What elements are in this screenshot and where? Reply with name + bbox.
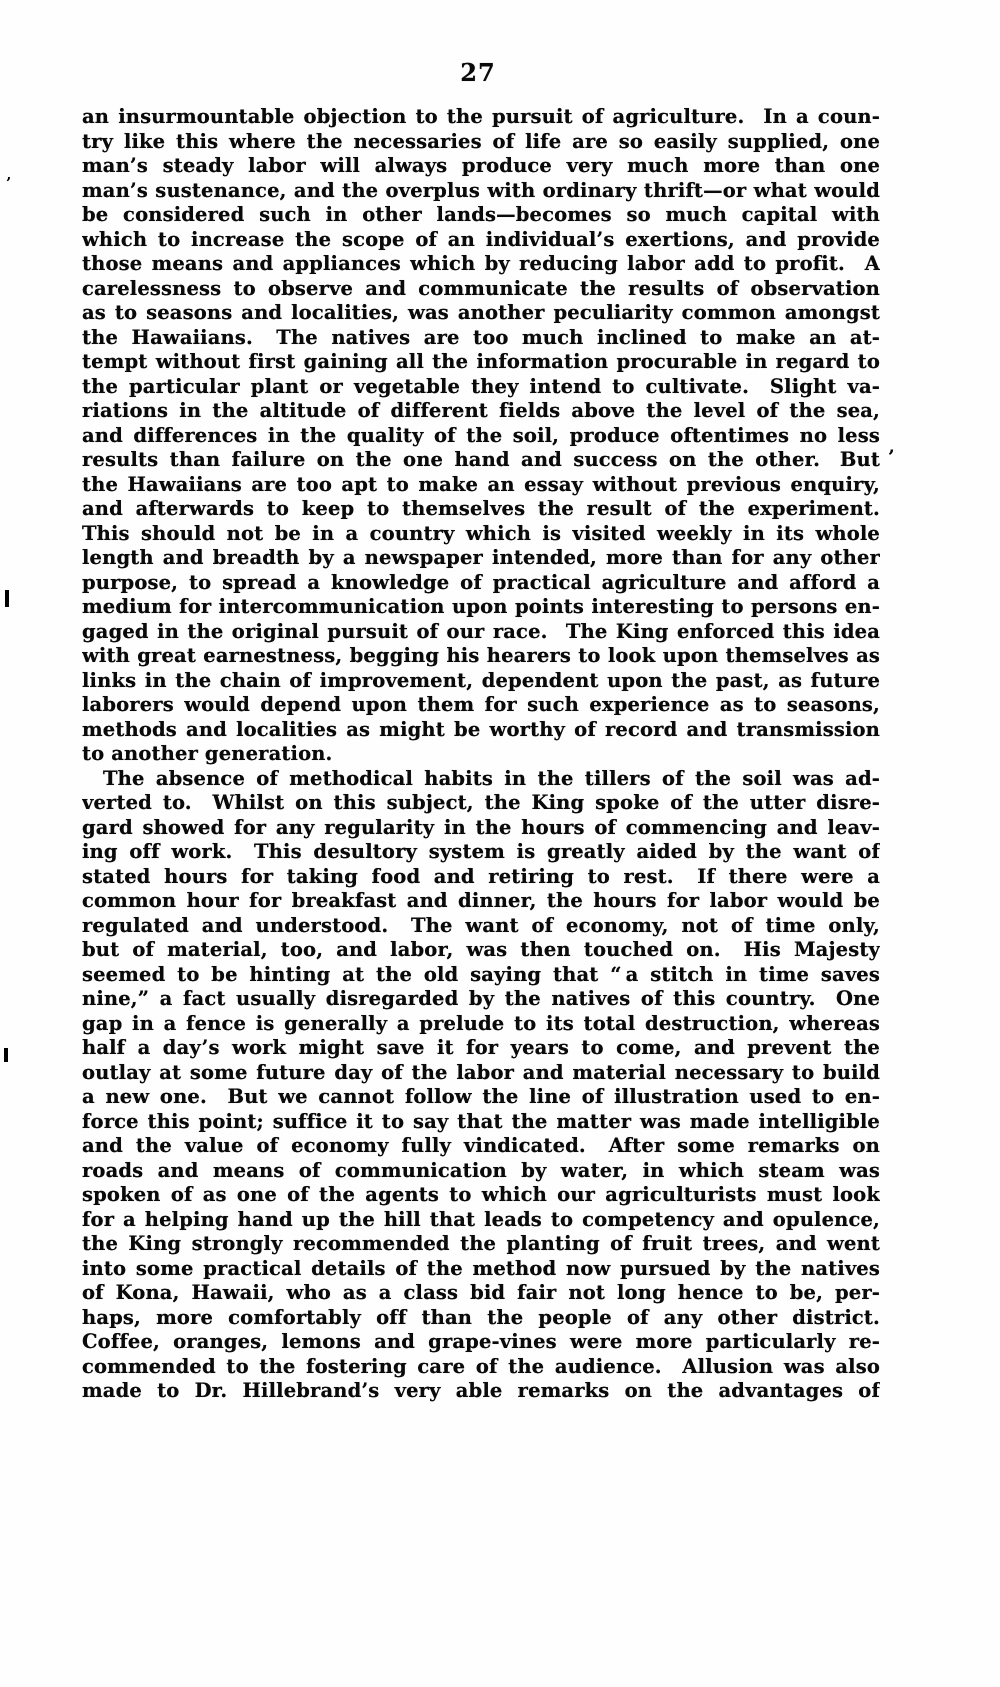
text-line: roads and means of communication by water, in which steam was (82, 1158, 880, 1182)
text-line: medium for intercommunication upon points interesting to persons en- (82, 595, 880, 618)
text-line: purpose, to spread a knowledge of practical agriculture and afford a (82, 570, 880, 594)
text-line: results than failure on the one hand and success on the other. But (82, 448, 880, 471)
text-line: gard showed for any regularity in the hours of commencing and leav- (82, 815, 880, 839)
text-line: of Kona, Hawaii, who as a class bid fair not long hence to be, per- (82, 1281, 880, 1304)
text-line: seemed to be hinting at the old saying that “ a stitch in time saves (82, 962, 880, 986)
text-line: the particular plant or vegetable they intend to cultivate. Slight va- (82, 374, 880, 398)
text-line: and differences in the quality of the soil, produce oftentimes no less (82, 423, 880, 447)
text-line: into some practical details of the method now pursued by the natives (82, 1256, 880, 1280)
text-line: which to increase the scope of an individual’s exertions, and provide (82, 227, 880, 251)
text-line: riations in the altitude of different fields above the level of the sea, (82, 399, 880, 422)
text-line: and the value of economy fully vindicated. After some remarks on (82, 1134, 880, 1157)
paragraph-1 (82, 105, 880, 767)
text-line: and afterwards to keep to themselves the result of the experiment. (82, 497, 880, 520)
text-line: common hour for breakfast and dinner, the hours for labor would be (82, 889, 880, 912)
text-line: The absence of methodical habits in the tillers of the soil was ad- (103, 766, 880, 790)
paragraph-2 (82, 767, 880, 1404)
text-line: length and breadth by a newspaper intended, more than for any other (82, 546, 880, 569)
text-line: the Hawaiians are too apt to make an essay without previous enquiry, (82, 472, 880, 496)
text-line: force this point; suffice it to say that the matter was made intelligible (82, 1109, 880, 1133)
text-line: commended to the fostering care of the audience. Allusion was also (82, 1354, 880, 1378)
text-line: man’s steady labor will always produce very much more than one (82, 154, 880, 177)
text-line: the Hawaiians. The natives are too much inclined to make an at- (82, 325, 880, 349)
margin-ink-speck-right: ’ (888, 446, 895, 468)
text-line: verted to. Whilst on this subject, the King spoke of the utter disre- (82, 791, 880, 814)
text-line: regulated and understood. The want of economy, not of time only, (82, 913, 880, 937)
text-line: ing off work. This desultory system is greatly aided by the want of (82, 840, 880, 863)
text-line: laborers would depend upon them for such experience as to seasons, (82, 693, 880, 716)
text-line: haps, more comfortably off than the people of any other district. (82, 1305, 880, 1329)
text-line: be considered such in other lands—becomes so much capital with (82, 203, 880, 226)
text-line: tempt without first gaining all the information procurable in regard to (82, 350, 880, 373)
text-block (82, 105, 880, 1404)
text-line: try like this where the necessaries of life are so easily supplied, one (82, 129, 880, 153)
text-line: links in the chain of improvement, dependent upon the past, as future (82, 668, 880, 692)
text-line: man’s sustenance, and the overplus with ordinary thrift—or what would (82, 178, 880, 202)
text-line: an insurmountable objection to the pursuit of agriculture. In a coun- (82, 105, 880, 128)
text-line: made to Dr. Hillebrand’s very able remarks on the advantages of (82, 1379, 880, 1402)
text-line: outlay at some future day of the labor and material necessary to build (82, 1060, 880, 1084)
text-line: spoken of as one of the agents to which our agriculturists must look (82, 1183, 880, 1206)
text-line: gaged in the original pursuit of our race. The King enforced this idea (82, 619, 880, 643)
text-line: methods and localities as might be worthy of record and transmission (82, 717, 880, 741)
text-line: with great earnestness, begging his hearers to look upon themselves as (82, 644, 880, 667)
margin-ink-speck-left-middle (5, 590, 9, 607)
text-line: those means and appliances which by reducing labor add to profit. A (82, 252, 880, 275)
text-line: nine,” a fact usually disregarded by the natives of this country. One (82, 987, 880, 1010)
text-line: a new one. But we cannot follow the line of illustration used to en- (82, 1085, 880, 1108)
text-line: to another generation. (82, 742, 333, 765)
text-line: half a day’s work might save it for years to come, and prevent the (82, 1036, 880, 1059)
text-line: stated hours for taking food and retiring to rest. If there were a (82, 864, 880, 888)
text-line: carelessness to observe and communicate the results of observation (82, 276, 880, 300)
text-line: as to seasons and localities, was another peculiarity common amongst (82, 301, 880, 324)
margin-ink-speck-left-lower (4, 1048, 8, 1062)
text-line: Coffee, oranges, lemons and grape-vines were more particularly re- (82, 1330, 880, 1353)
margin-ink-speck-left-upper: ’ (6, 174, 12, 192)
text-line: This should not be in a country which is visited weekly in its whole (82, 521, 880, 545)
text-line: the King strongly recommended the planting of fruit trees, and went (82, 1232, 880, 1255)
text-line: gap in a fence is generally a prelude to its total destruction, whereas (82, 1011, 880, 1035)
page-number: 27 (460, 58, 496, 87)
text-line: but of material, too, and labor, was then touched on. His Majesty (82, 938, 880, 961)
text-line: for a helping hand up the hill that leads to competency and opulence, (82, 1207, 880, 1231)
